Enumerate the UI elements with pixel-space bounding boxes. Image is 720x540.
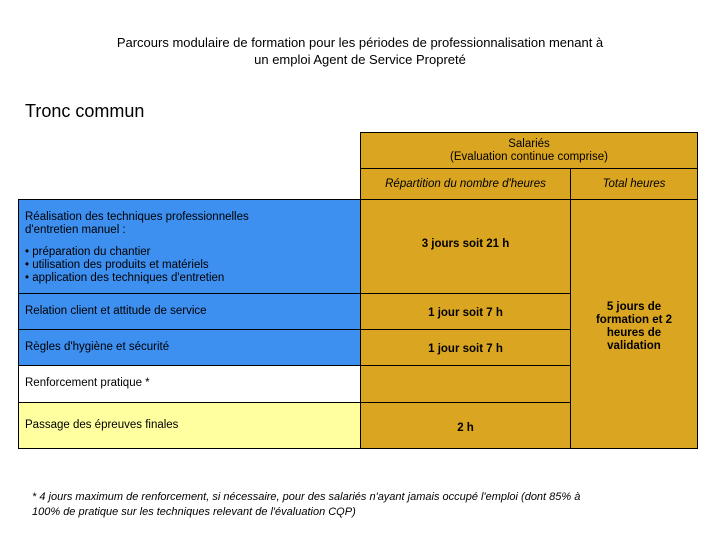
row-label-renforcement-text: Renforcement pratique *	[25, 377, 150, 389]
row-value-hygiene-text: 1 jour soit 7 h	[428, 343, 503, 355]
total-line-2: formation et 2	[595, 314, 673, 326]
row-value-epreuves	[360, 402, 571, 449]
row-value-realisation-text: 3 jours soit 21 h	[421, 238, 510, 250]
bullet-item: • application des techniques d'entretien	[25, 272, 225, 284]
footnote-line-2: 100% de pratique sur les techniques relevant de l'évaluation CQP)	[32, 506, 356, 518]
section-title: Tronc commun	[25, 101, 145, 121]
row-label-epreuves	[18, 402, 361, 449]
row-label-epreuves-text: Passage des épreuves finales	[25, 419, 179, 431]
header-total	[570, 168, 698, 200]
header-repartition	[360, 168, 571, 200]
bullet-item: • préparation du chantier	[25, 246, 151, 258]
header-total-label: Total heures	[602, 178, 666, 190]
row-value-realisation	[360, 199, 571, 294]
page-title	[40, 34, 680, 68]
row-value-relation-client	[360, 293, 571, 330]
header-salaries-line1: Salariés	[508, 137, 550, 150]
row-label-hygiene-text: Règles d'hygiène et sécurité	[25, 341, 170, 353]
row-label-renforcement	[18, 365, 361, 403]
total-hours-cell	[570, 199, 698, 449]
row-label-relation-client-text: Relation client et attitude de service	[25, 305, 207, 317]
row-label-realisation-line2: d'entretien manuel :	[25, 224, 126, 236]
total-line-3: heures de	[606, 327, 662, 339]
row-label-realisation-line1: Réalisation des techniques professionnelles	[25, 211, 249, 223]
row-label-hygiene	[18, 329, 361, 366]
total-line-1: 5 jours de	[606, 301, 662, 313]
bullet-item: • utilisation des produits et matériels	[25, 259, 209, 271]
row-value-renforcement	[360, 365, 571, 403]
row-label-relation-client	[18, 293, 361, 330]
header-salaries-line2: (Evaluation continue comprise)	[450, 150, 608, 163]
title-line-1: Parcours modulaire de formation pour les périodes de professionnalisation menant à	[116, 35, 604, 50]
total-line-4: validation	[607, 340, 661, 352]
footnote	[32, 490, 692, 520]
title-line-2: un emploi Agent de Service Propreté	[254, 52, 466, 67]
header-repartition-label: Répartition du nombre d'heures	[385, 177, 546, 190]
row-value-epreuves-text: 2 h	[457, 422, 474, 434]
header-salaries	[360, 132, 698, 169]
row-value-relation-client-text: 1 jour soit 7 h	[428, 307, 503, 319]
row-value-hygiene	[360, 329, 571, 366]
row-label-realisation	[18, 199, 361, 294]
footnote-line-1: * 4 jours maximum de renforcement, si nécessaire, pour des salariés n'ayant jamais occupé l'emploi (dont 85% à	[32, 491, 581, 503]
